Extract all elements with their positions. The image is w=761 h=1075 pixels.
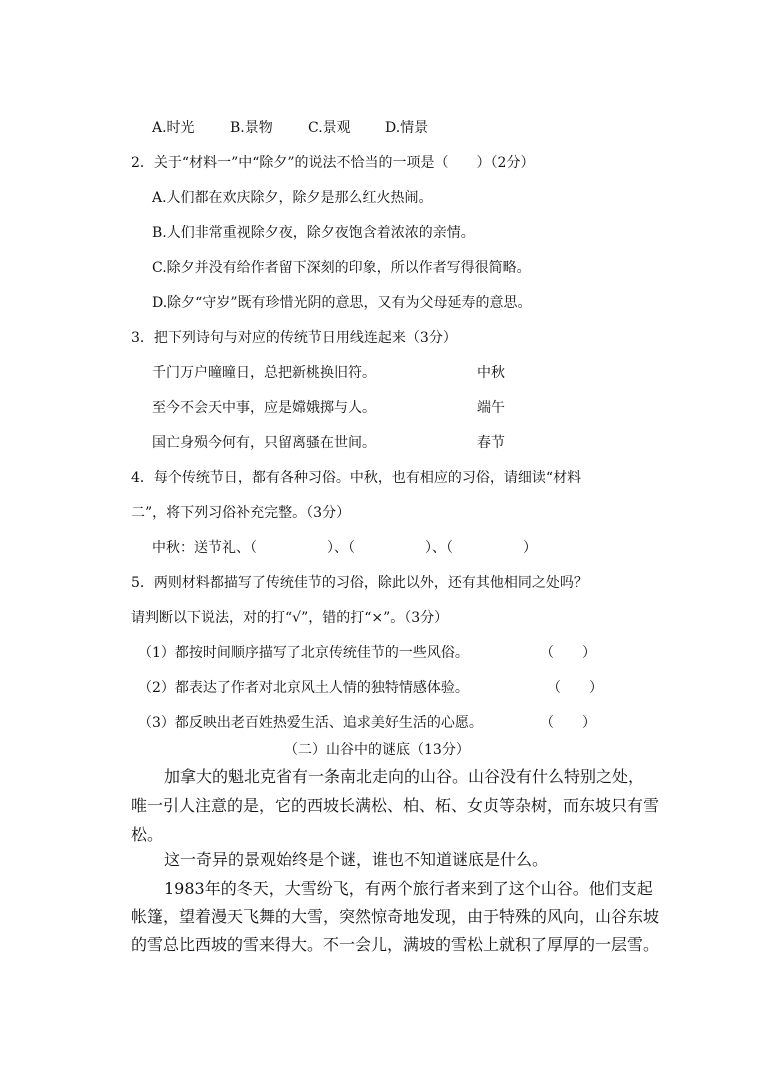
q3-poem-2: 至今不会天中事，应是嫦娥掷与人。 bbox=[152, 400, 376, 416]
section2-title: （二）山谷中的谜底（13分） bbox=[284, 742, 470, 758]
paragraph-1-line-2: 唯一引人注意的是，它的西坡长满松、柏、柘、女贞等杂树，而东坡只有雪 bbox=[131, 796, 660, 815]
paragraph-3-line-1: 1983年的冬天，大雪纷飞，有两个旅行者来到了这个山谷。他们支起 bbox=[164, 879, 653, 898]
q2-option-d: D.除夕“守岁”既有珍惜光阴的意思，又有为父母延寿的意思。 bbox=[152, 295, 532, 311]
q1-option-a: A.时光 bbox=[152, 120, 195, 136]
q3-festival-3: 春节 bbox=[477, 435, 505, 451]
q3-poem-3: 国亡身殒今何有，只留离骚在世间。 bbox=[152, 435, 376, 451]
q5-item-1-mark: （ ） bbox=[540, 645, 596, 661]
paragraph-3-line-3: 的雪总比西坡的雪来得大。不一会儿，满坡的雪松上就积了厚厚的一层雪。 bbox=[131, 935, 660, 954]
q4-stem-line1: 4．每个传统节日，都有各种习俗。中秋，也有相应的习俗，请细读“材料 bbox=[131, 470, 582, 486]
q5-stem-line2: 请判断以下说法，对的打“√”，错的打“×”。（3分） bbox=[131, 610, 449, 626]
q1-option-b: B.景物 bbox=[230, 120, 273, 136]
paragraph-3-line-2: 帐篷，望着漫天飞舞的大雪，突然惊奇地发现，由于特殊的风向，山谷东坡 bbox=[131, 907, 660, 926]
q5-stem-line1: 5．两则材料都描写了传统佳节的习俗，除此以外，还有其他相同之处吗？ bbox=[131, 575, 588, 591]
q3-stem: 3．把下列诗句与对应的传统节日用线连起来（3分） bbox=[131, 330, 457, 346]
paragraph-2-line-1: 这一奇异的景观始终是个谜，谁也不知道谜底是什么。 bbox=[164, 850, 549, 869]
q2-option-b: B.人们非常重视除夕夜，除夕夜饱含着浓浓的亲情。 bbox=[152, 225, 475, 241]
q4-stem-line2: 二”，将下列习俗补充完整。（3分） bbox=[131, 505, 351, 521]
q4-answer-line: 中秋：送节礼、（ ）、（ ）、（ ） bbox=[152, 540, 537, 556]
q5-item-2: （2）都表达了作者对北京风土人情的独特情感体验。 bbox=[138, 680, 469, 696]
q5-item-1: （1）都按时间顺序描写了北京传统佳节的一些风俗。 bbox=[138, 645, 469, 661]
q1-option-c: C.景观 bbox=[308, 120, 351, 136]
q2-stem: 2．关于“材料一”中“除夕”的说法不恰当的一项是（ ）（2分） bbox=[131, 155, 535, 171]
q1-option-d: D.情景 bbox=[385, 120, 429, 136]
q5-item-3: （3）都反映出老百姓热爱生活、追求美好生活的心愿。 bbox=[138, 715, 483, 731]
paragraph-1-line-1: 加拿大的魁北克省有一条南北走向的山谷。山谷没有什么特别之处， bbox=[164, 767, 645, 786]
paragraph-1-line-3: 松。 bbox=[131, 825, 164, 844]
q2-option-c: C.除夕并没有给作者留下深刻的印象，所以作者写得很简略。 bbox=[152, 260, 531, 276]
q3-poem-1: 千门万户曈曈日，总把新桃换旧符。 bbox=[152, 365, 376, 381]
q5-item-2-mark: （ ） bbox=[547, 680, 603, 696]
q2-option-a: A.人们都在欢庆除夕，除夕是那么红火热闹。 bbox=[152, 190, 433, 206]
q1-options-row bbox=[152, 121, 428, 135]
q3-festival-1: 中秋 bbox=[477, 365, 505, 381]
q5-item-3-mark: （ ） bbox=[540, 715, 596, 731]
q3-festival-2: 端午 bbox=[477, 400, 505, 416]
